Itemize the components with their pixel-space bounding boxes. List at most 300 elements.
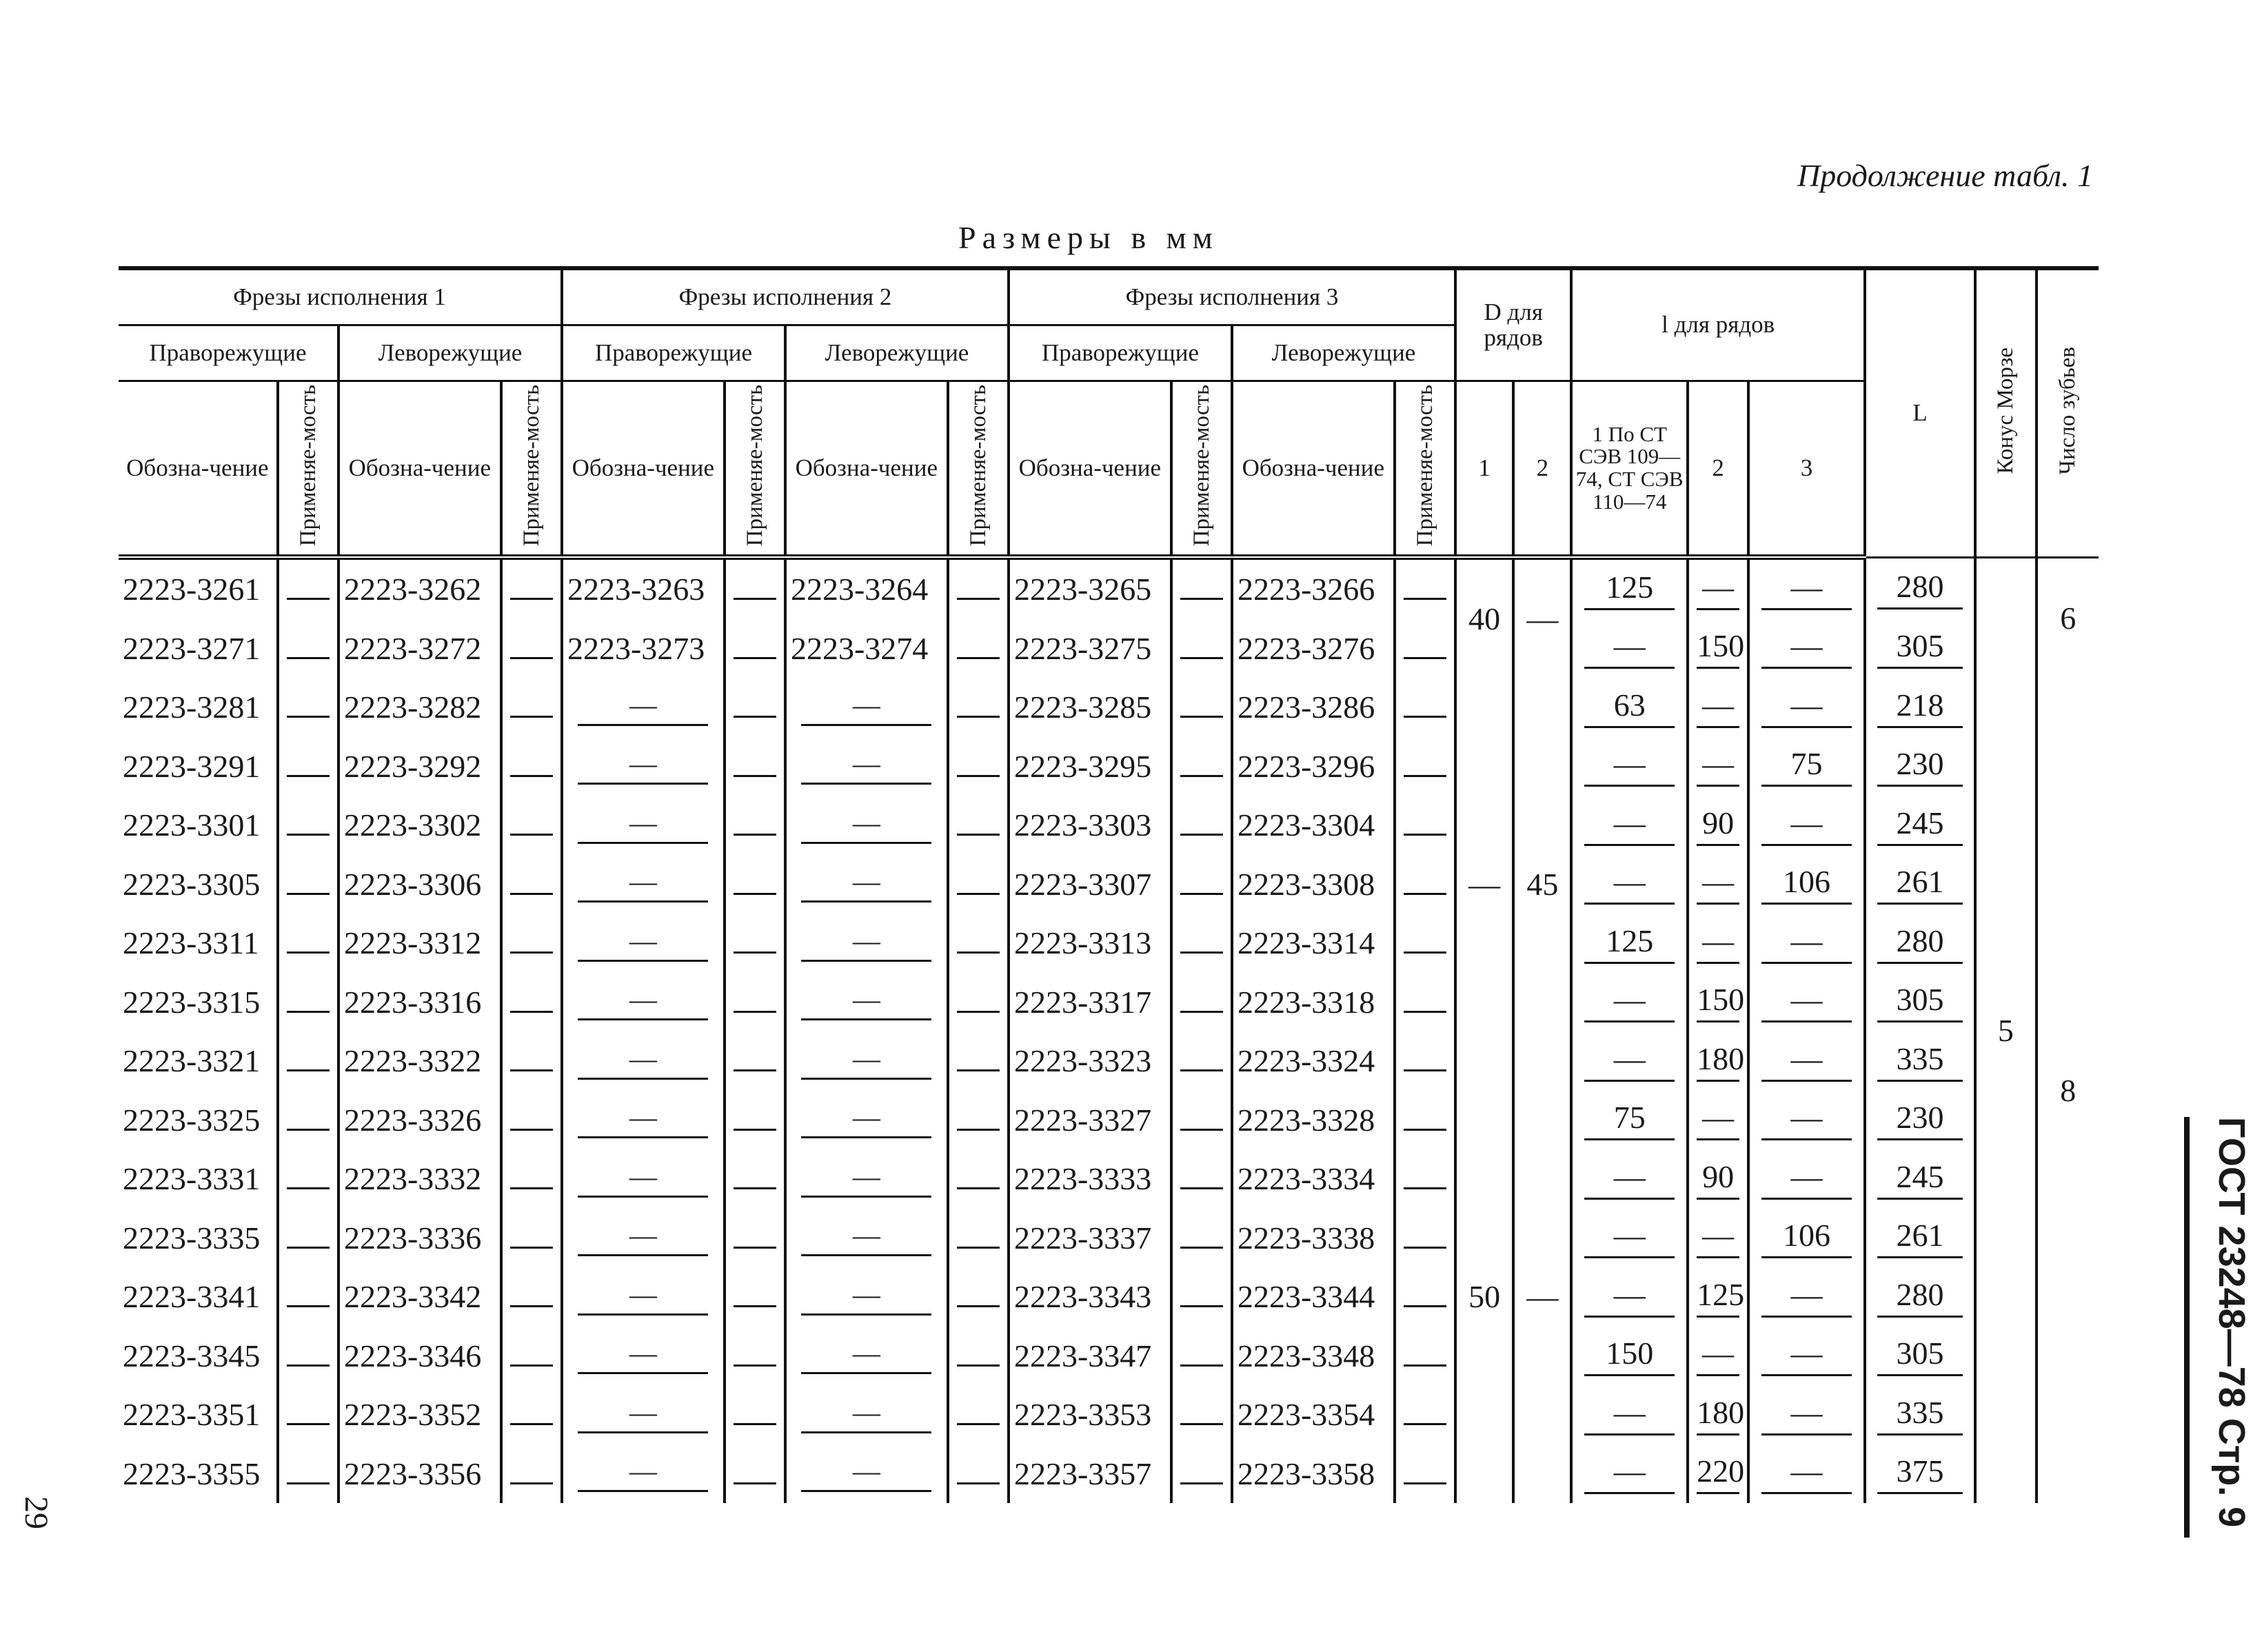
- designation-value: —: [801, 983, 931, 1020]
- applicability-line: [957, 890, 1000, 895]
- designation-value: 2223-3295: [1013, 748, 1152, 784]
- cell-value: 305: [1877, 627, 1963, 669]
- applicability-cell: [948, 1385, 1009, 1444]
- applicability-cell: [501, 737, 562, 796]
- applicability-line: [957, 654, 1000, 659]
- applicability-line: [957, 831, 1000, 836]
- designation-cell: [1232, 1031, 1395, 1091]
- designation-cell: [785, 737, 948, 796]
- designation-cell: [562, 796, 725, 855]
- designation-cell: [562, 1209, 725, 1268]
- applicability-cell: [948, 973, 1009, 1032]
- cell-value: —: [1697, 1335, 1739, 1376]
- cell-value: 150: [1584, 1335, 1675, 1376]
- table-row: [119, 678, 2099, 737]
- designation-value: 2223-3327: [1013, 1102, 1152, 1138]
- designation-value: —: [801, 1455, 931, 1492]
- length-total-cell: [1865, 1385, 1975, 1444]
- l-series-1-header: 1 По СТ СЭВ 109—74, СТ СЭВ 110—74: [1571, 381, 1688, 558]
- applicability-line: [1180, 654, 1223, 659]
- applicability-line: [1404, 772, 1446, 777]
- applicability-line: [957, 1480, 1000, 1484]
- designation-value: —: [578, 1160, 708, 1198]
- designation-cell: [785, 1149, 948, 1209]
- applicability-line: [287, 595, 330, 600]
- applicability-cell: [1395, 619, 1455, 678]
- applicability-line: [1404, 1420, 1446, 1425]
- designation-value: 2223-3352: [343, 1397, 482, 1433]
- designation-value: 2223-3281: [123, 689, 261, 725]
- designation-value: 2223-3274: [790, 630, 929, 666]
- designation-value: —: [801, 1337, 931, 1374]
- designation-cell: [339, 1209, 501, 1268]
- length-total-cell: [1865, 1327, 1975, 1386]
- designation-cell: [339, 914, 501, 973]
- designation-cell: [1009, 1444, 1171, 1504]
- designation-cell: [785, 855, 948, 914]
- applicability-cell: [501, 678, 562, 737]
- designation-value: 2223-3334: [1237, 1161, 1375, 1197]
- designation-value: —: [578, 983, 708, 1020]
- designation-header: Обозна-чение: [339, 381, 501, 558]
- table-row: [119, 1327, 2099, 1386]
- cell-value: 261: [1877, 1217, 1963, 1258]
- l-value-cell: [1688, 1031, 1748, 1091]
- designation-value: 2223-3356: [343, 1455, 482, 1491]
- designation-cell: [1009, 796, 1171, 855]
- cell-value: —: [1584, 627, 1675, 669]
- cell-value: 305: [1877, 981, 1963, 1023]
- l-header: l для рядов: [1571, 268, 1864, 381]
- applicability-cell: [948, 678, 1009, 737]
- l-value-cell: [1571, 973, 1688, 1032]
- cell-value: 125: [1584, 569, 1675, 610]
- cell-value: —: [1697, 569, 1739, 610]
- designation-value: —: [578, 865, 708, 903]
- designation-cell: [562, 1091, 725, 1150]
- applicability-cell: [278, 737, 339, 796]
- applicability-line: [510, 654, 553, 659]
- l-value-cell: [1748, 737, 1865, 796]
- designation-cell: [562, 557, 725, 619]
- table-row: [119, 1267, 2099, 1327]
- designation-cell: [1232, 737, 1395, 796]
- designation-cell: [339, 678, 501, 737]
- applicability-line: [510, 1067, 553, 1071]
- designation-value: 2223-3347: [1013, 1338, 1152, 1373]
- designation-cell: [562, 1327, 725, 1386]
- applicability-line: [1180, 1126, 1223, 1131]
- designation-value: 2223-3275: [1013, 630, 1152, 666]
- applicability-line: [957, 1420, 1000, 1425]
- applicability-line: [1180, 1244, 1223, 1249]
- cell-value: 280: [1877, 568, 1963, 610]
- length-total-cell: [1865, 1091, 1975, 1150]
- designation-cell: [119, 1385, 278, 1444]
- applicability-line: [734, 1244, 776, 1249]
- applicability-line: [734, 772, 776, 777]
- designation-value: 2223-3261: [123, 572, 261, 607]
- designation-value: 2223-3318: [1237, 984, 1375, 1020]
- applicability-cell: [1395, 1209, 1455, 1268]
- designation-cell: [562, 1385, 725, 1444]
- length-total-cell: [1865, 1209, 1975, 1268]
- designation-cell: [1232, 1385, 1395, 1444]
- l-value-cell: [1748, 1444, 1865, 1504]
- applicability-cell: [1171, 1149, 1232, 1209]
- l-value-cell: [1748, 796, 1865, 855]
- length-total-cell: [1865, 737, 1975, 796]
- applicability-line: [957, 772, 1000, 777]
- designation-value: 2223-3354: [1237, 1397, 1375, 1433]
- designation-cell: [119, 796, 278, 855]
- designation-cell: [339, 1385, 501, 1444]
- length-total-cell: [1865, 914, 1975, 973]
- cell-value: —: [1761, 1394, 1852, 1436]
- designation-value: 2223-3273: [567, 630, 705, 666]
- applicability-cell: [501, 1385, 562, 1444]
- applicability-line: [1180, 713, 1223, 718]
- applicability-line: [1404, 1480, 1446, 1484]
- cell-value: 150: [1697, 981, 1739, 1023]
- designation-value: 2223-3307: [1013, 866, 1152, 902]
- designation-value: —: [578, 1278, 708, 1316]
- applicability-cell: [278, 678, 339, 737]
- designation-value: 2223-3311: [123, 925, 259, 961]
- applicability-line: [287, 890, 330, 895]
- designation-cell: [562, 737, 725, 796]
- applicability-line: [287, 1244, 330, 1249]
- applicability-line: [957, 1067, 1000, 1071]
- applicability-cell: [1171, 1031, 1232, 1091]
- l-value-cell: [1571, 678, 1688, 737]
- right-cut-header-3: Праворежущие: [1009, 325, 1232, 381]
- applicability-cell: [725, 914, 785, 973]
- table-row: [119, 737, 2099, 796]
- designation-value: —: [801, 1396, 931, 1433]
- left-cut-header-1: Леворежущие: [339, 325, 562, 381]
- applicability-line: [734, 1362, 776, 1367]
- designation-cell: [119, 914, 278, 973]
- l-value-cell: [1688, 1444, 1748, 1504]
- applicability-cell: [725, 557, 785, 619]
- morse-header: Конус Морзе: [1975, 268, 2036, 557]
- designation-value: 2223-3357: [1013, 1455, 1152, 1491]
- designation-cell: [119, 619, 278, 678]
- table-row: [119, 1091, 2099, 1150]
- cell-value: —: [1761, 923, 1852, 964]
- table-row: [119, 557, 2099, 619]
- d-value-cell: 40: [1455, 557, 1513, 678]
- cell-value: 180: [1697, 1394, 1739, 1436]
- applicability-cell: [1171, 1444, 1232, 1504]
- cell-value: —: [1584, 1158, 1675, 1200]
- l-value-cell: [1748, 855, 1865, 914]
- l-value-cell: [1571, 1149, 1688, 1209]
- designation-cell: [1232, 619, 1395, 678]
- designation-cell: [1232, 796, 1395, 855]
- applicability-line: [510, 1008, 553, 1013]
- applicability-line: [1404, 890, 1446, 895]
- designation-value: 2223-3343: [1013, 1279, 1152, 1315]
- designation-value: 2223-3355: [123, 1455, 261, 1491]
- cell-value: —: [1761, 1335, 1852, 1376]
- applicability-cell: [725, 1327, 785, 1386]
- cell-value: 75: [1584, 1099, 1675, 1140]
- applicability-line: [510, 1244, 553, 1249]
- applicability-line: [957, 1302, 1000, 1307]
- length-total-cell: [1865, 1031, 1975, 1091]
- morse-cell: 5: [1975, 557, 2036, 1503]
- designation-cell: [562, 914, 725, 973]
- applicability-line: [287, 1362, 330, 1367]
- applicability-cell: [948, 737, 1009, 796]
- applicability-line: [1180, 1480, 1223, 1484]
- applicability-line: [734, 831, 776, 836]
- applicability-cell: [1171, 914, 1232, 973]
- designation-header: Обозна-чение: [1232, 381, 1395, 558]
- designation-cell: [1232, 1327, 1395, 1386]
- designation-cell: [1009, 914, 1171, 973]
- designation-cell: [1009, 619, 1171, 678]
- designation-cell: [1232, 1444, 1395, 1504]
- table-row: [119, 855, 2099, 914]
- designation-cell: [339, 1149, 501, 1209]
- dimensions-table: [119, 266, 2099, 1503]
- applicability-line: [957, 949, 1000, 954]
- cell-value: 125: [1584, 923, 1675, 964]
- applicability-line: [1404, 1185, 1446, 1189]
- d-series-1-header: 1: [1455, 381, 1513, 558]
- designation-value: 2223-3286: [1237, 689, 1375, 725]
- cell-value: 63: [1584, 687, 1675, 728]
- applicability-cell: [278, 1385, 339, 1444]
- applicability-line: [957, 1362, 1000, 1367]
- cell-value: 106: [1761, 863, 1852, 905]
- applicability-line: [1404, 1126, 1446, 1131]
- designation-value: 2223-3335: [123, 1220, 261, 1256]
- designation-value: —: [578, 747, 708, 785]
- cell-value: —: [1584, 1217, 1675, 1258]
- applicability-line: [287, 654, 330, 659]
- l-value-cell: [1748, 1327, 1865, 1386]
- designation-value: 2223-3315: [123, 984, 261, 1020]
- group-header-3: Фрезы исполнения 3: [1009, 268, 1455, 325]
- designation-cell: [119, 1327, 278, 1386]
- applicability-cell: [725, 678, 785, 737]
- designation-value: 2223-3291: [123, 748, 261, 784]
- designation-cell: [1009, 1385, 1171, 1444]
- designation-value: 2223-3304: [1237, 807, 1375, 843]
- l-value-cell: [1571, 855, 1688, 914]
- applicability-cell: [1395, 914, 1455, 973]
- l-value-cell: [1688, 796, 1748, 855]
- applicability-line: [734, 654, 776, 659]
- designation-value: 2223-3265: [1013, 572, 1152, 607]
- applicability-line: [1180, 595, 1223, 600]
- l-value-cell: [1688, 973, 1748, 1032]
- applicability-cell: [948, 1209, 1009, 1268]
- l-value-cell: [1571, 1031, 1688, 1091]
- cell-value: —: [1761, 1158, 1852, 1200]
- cell-value: —: [1761, 1453, 1852, 1494]
- designation-cell: [785, 914, 948, 973]
- l-value-cell: [1571, 557, 1688, 619]
- designation-cell: [785, 1091, 948, 1150]
- designation-value: 2223-3322: [343, 1043, 482, 1079]
- designation-value: 2223-3314: [1237, 925, 1375, 961]
- designation-cell: [562, 619, 725, 678]
- designation-cell: [562, 855, 725, 914]
- length-total-cell: [1865, 678, 1975, 737]
- applicability-line: [734, 1480, 776, 1484]
- applicability-cell: [278, 855, 339, 914]
- applicability-cell: [725, 737, 785, 796]
- applicability-header: Применяе-мость: [725, 381, 785, 558]
- l-value-cell: [1748, 678, 1865, 737]
- designation-cell: [339, 1031, 501, 1091]
- l-value-cell: [1748, 557, 1865, 619]
- right-cut-header-1: Праворежущие: [119, 325, 339, 381]
- designation-cell: [339, 973, 501, 1032]
- l-value-cell: [1688, 1091, 1748, 1150]
- applicability-cell: [501, 619, 562, 678]
- applicability-cell: [501, 1031, 562, 1091]
- applicability-line: [510, 713, 553, 718]
- designation-cell: [785, 1385, 948, 1444]
- designation-cell: [1009, 1267, 1171, 1327]
- designation-value: —: [578, 689, 708, 726]
- designation-value: 2223-3296: [1237, 748, 1375, 784]
- applicability-cell: [278, 1209, 339, 1268]
- designation-cell: [119, 1091, 278, 1150]
- applicability-cell: [278, 914, 339, 973]
- designation-value: 2223-3301: [123, 807, 261, 843]
- cell-value: —: [1697, 923, 1739, 964]
- designation-value: —: [578, 925, 708, 962]
- designation-header: Обозна-чение: [562, 381, 725, 558]
- cell-value: —: [1761, 627, 1852, 669]
- applicability-cell: [948, 1091, 1009, 1150]
- designation-cell: [1232, 557, 1395, 619]
- applicability-line: [510, 949, 553, 954]
- applicability-line: [957, 595, 1000, 600]
- units-label: Размеры в мм: [958, 220, 1219, 255]
- l-value-cell: [1748, 1149, 1865, 1209]
- designation-cell: [119, 1444, 278, 1504]
- applicability-cell: [1395, 973, 1455, 1032]
- cell-value: —: [1761, 981, 1852, 1023]
- applicability-line: [957, 1008, 1000, 1013]
- designation-cell: [119, 855, 278, 914]
- designation-cell: [785, 796, 948, 855]
- L-header: L: [1865, 268, 1975, 557]
- applicability-line: [1180, 831, 1223, 836]
- applicability-cell: [1171, 1091, 1232, 1150]
- designation-header: Обозна-чение: [785, 381, 948, 558]
- applicability-cell: [501, 914, 562, 973]
- designation-value: 2223-3271: [123, 630, 261, 666]
- cell-value: 150: [1697, 627, 1739, 669]
- applicability-line: [1180, 1420, 1223, 1425]
- designation-value: 2223-3263: [567, 572, 705, 607]
- table-row: [119, 1031, 2099, 1091]
- designation-cell: [1232, 1149, 1395, 1209]
- designation-cell: [119, 1267, 278, 1327]
- cell-value: 375: [1877, 1453, 1963, 1494]
- applicability-line: [287, 1126, 330, 1131]
- applicability-line: [1404, 1302, 1446, 1307]
- l-value-cell: [1688, 737, 1748, 796]
- applicability-cell: [1171, 1385, 1232, 1444]
- applicability-cell: [1171, 855, 1232, 914]
- applicability-line: [287, 772, 330, 777]
- d-value-cell: —: [1513, 1091, 1571, 1504]
- table-row: [119, 1444, 2099, 1504]
- teeth-header: Число зубьев: [2037, 268, 2099, 557]
- applicability-line: [734, 1008, 776, 1013]
- l-value-cell: [1688, 1149, 1748, 1209]
- cell-value: —: [1584, 1040, 1675, 1082]
- applicability-cell: [501, 855, 562, 914]
- l-series-2-header: 2: [1688, 381, 1748, 558]
- designation-cell: [1009, 1149, 1171, 1209]
- designation-value: 2223-3328: [1237, 1102, 1375, 1138]
- applicability-cell: [1171, 678, 1232, 737]
- designation-value: —: [801, 1101, 931, 1138]
- designation-value: —: [801, 807, 931, 844]
- length-total-cell: [1865, 619, 1975, 678]
- applicability-cell: [278, 1091, 339, 1150]
- designation-cell: [785, 557, 948, 619]
- applicability-cell: [725, 1385, 785, 1444]
- applicability-cell: [1395, 1385, 1455, 1444]
- designation-header: Обозна-чение: [119, 381, 278, 558]
- cell-value: —: [1761, 1099, 1852, 1140]
- applicability-line: [1404, 1067, 1446, 1071]
- table-row: [119, 1149, 2099, 1209]
- applicability-line: [734, 1185, 776, 1189]
- designation-value: 2223-3333: [1013, 1161, 1152, 1197]
- designation-cell: [339, 796, 501, 855]
- cell-value: 125: [1697, 1276, 1739, 1318]
- length-total-cell: [1865, 796, 1975, 855]
- designation-value: 2223-3312: [343, 925, 482, 961]
- designation-value: —: [801, 747, 931, 785]
- designation-cell: [339, 855, 501, 914]
- applicability-cell: [501, 1267, 562, 1327]
- designation-cell: [785, 1031, 948, 1091]
- applicability-cell: [948, 1267, 1009, 1327]
- cell-value: 280: [1877, 1276, 1963, 1318]
- applicability-line: [1180, 1302, 1223, 1307]
- applicability-cell: [501, 1327, 562, 1386]
- length-total-cell: [1865, 557, 1975, 619]
- designation-cell: [1232, 973, 1395, 1032]
- cell-value: —: [1584, 1276, 1675, 1318]
- applicability-cell: [278, 1444, 339, 1504]
- applicability-cell: [725, 1209, 785, 1268]
- applicability-header: Применяе-мость: [501, 381, 562, 558]
- cell-value: 280: [1877, 923, 1963, 964]
- designation-cell: [119, 1209, 278, 1268]
- l-value-cell: [1688, 1327, 1748, 1386]
- designation-value: 2223-3351: [123, 1397, 261, 1433]
- applicability-cell: [1395, 737, 1455, 796]
- designation-cell: [339, 557, 501, 619]
- page-number: 29: [18, 1496, 54, 1529]
- applicability-line: [1180, 1362, 1223, 1367]
